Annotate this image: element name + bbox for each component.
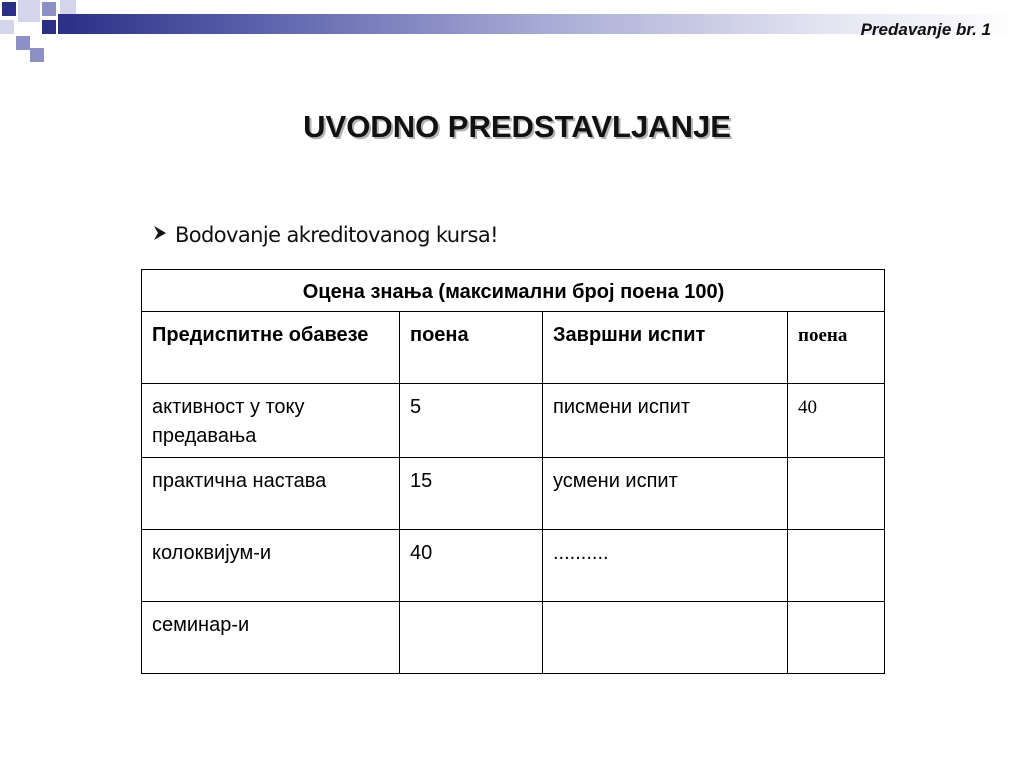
table-cell (788, 602, 885, 674)
table-caption: Оцена знања (максимални број поена 100) (142, 270, 885, 312)
table-row (142, 384, 885, 458)
table-cell (788, 530, 885, 602)
table-row (142, 458, 885, 530)
deco-square (60, 0, 76, 14)
table-row (142, 530, 885, 602)
deco-square (2, 2, 16, 16)
table-cell: активност у току предавања (142, 384, 400, 458)
lecture-number-label: Predavanje br. 1 (860, 20, 991, 39)
table-cell (788, 458, 885, 530)
table-cell (400, 602, 543, 674)
table-header-cell: поена (400, 312, 543, 384)
table-header-cell: Предиспитне обавезе (142, 312, 400, 384)
table-header-cell: Завршни испит (543, 312, 788, 384)
slide-title: UVODNO PREDSTAVLJANJE (303, 109, 731, 144)
decorative-squares (0, 0, 80, 70)
deco-square (42, 2, 56, 16)
table-cell: 40 (400, 530, 543, 602)
table-cell (543, 602, 788, 674)
deco-square (0, 20, 14, 34)
bullet-text: Bodovanje akreditovanog kursa! (175, 223, 498, 247)
deco-square (42, 20, 56, 34)
table-cell: 5 (400, 384, 543, 458)
table-cell: семинар-и (142, 602, 400, 674)
table-row (142, 602, 885, 674)
deco-square (18, 0, 40, 22)
grading-table (141, 269, 885, 674)
table-header-cell: поена (788, 312, 885, 384)
table-cell: писмени испит (543, 384, 788, 458)
table-cell: .......... (543, 530, 788, 602)
table-cell: практична настава (142, 458, 400, 530)
table-cell: 40 (788, 384, 885, 458)
deco-square (16, 36, 30, 50)
table-cell: 15 (400, 458, 543, 530)
arrow-bullet-icon (153, 225, 167, 246)
deco-square (30, 48, 44, 62)
table-cell: колоквијум-и (142, 530, 400, 602)
table-header-row (142, 312, 885, 384)
bullet-item (153, 223, 498, 247)
table-cell: усмени испит (543, 458, 788, 530)
